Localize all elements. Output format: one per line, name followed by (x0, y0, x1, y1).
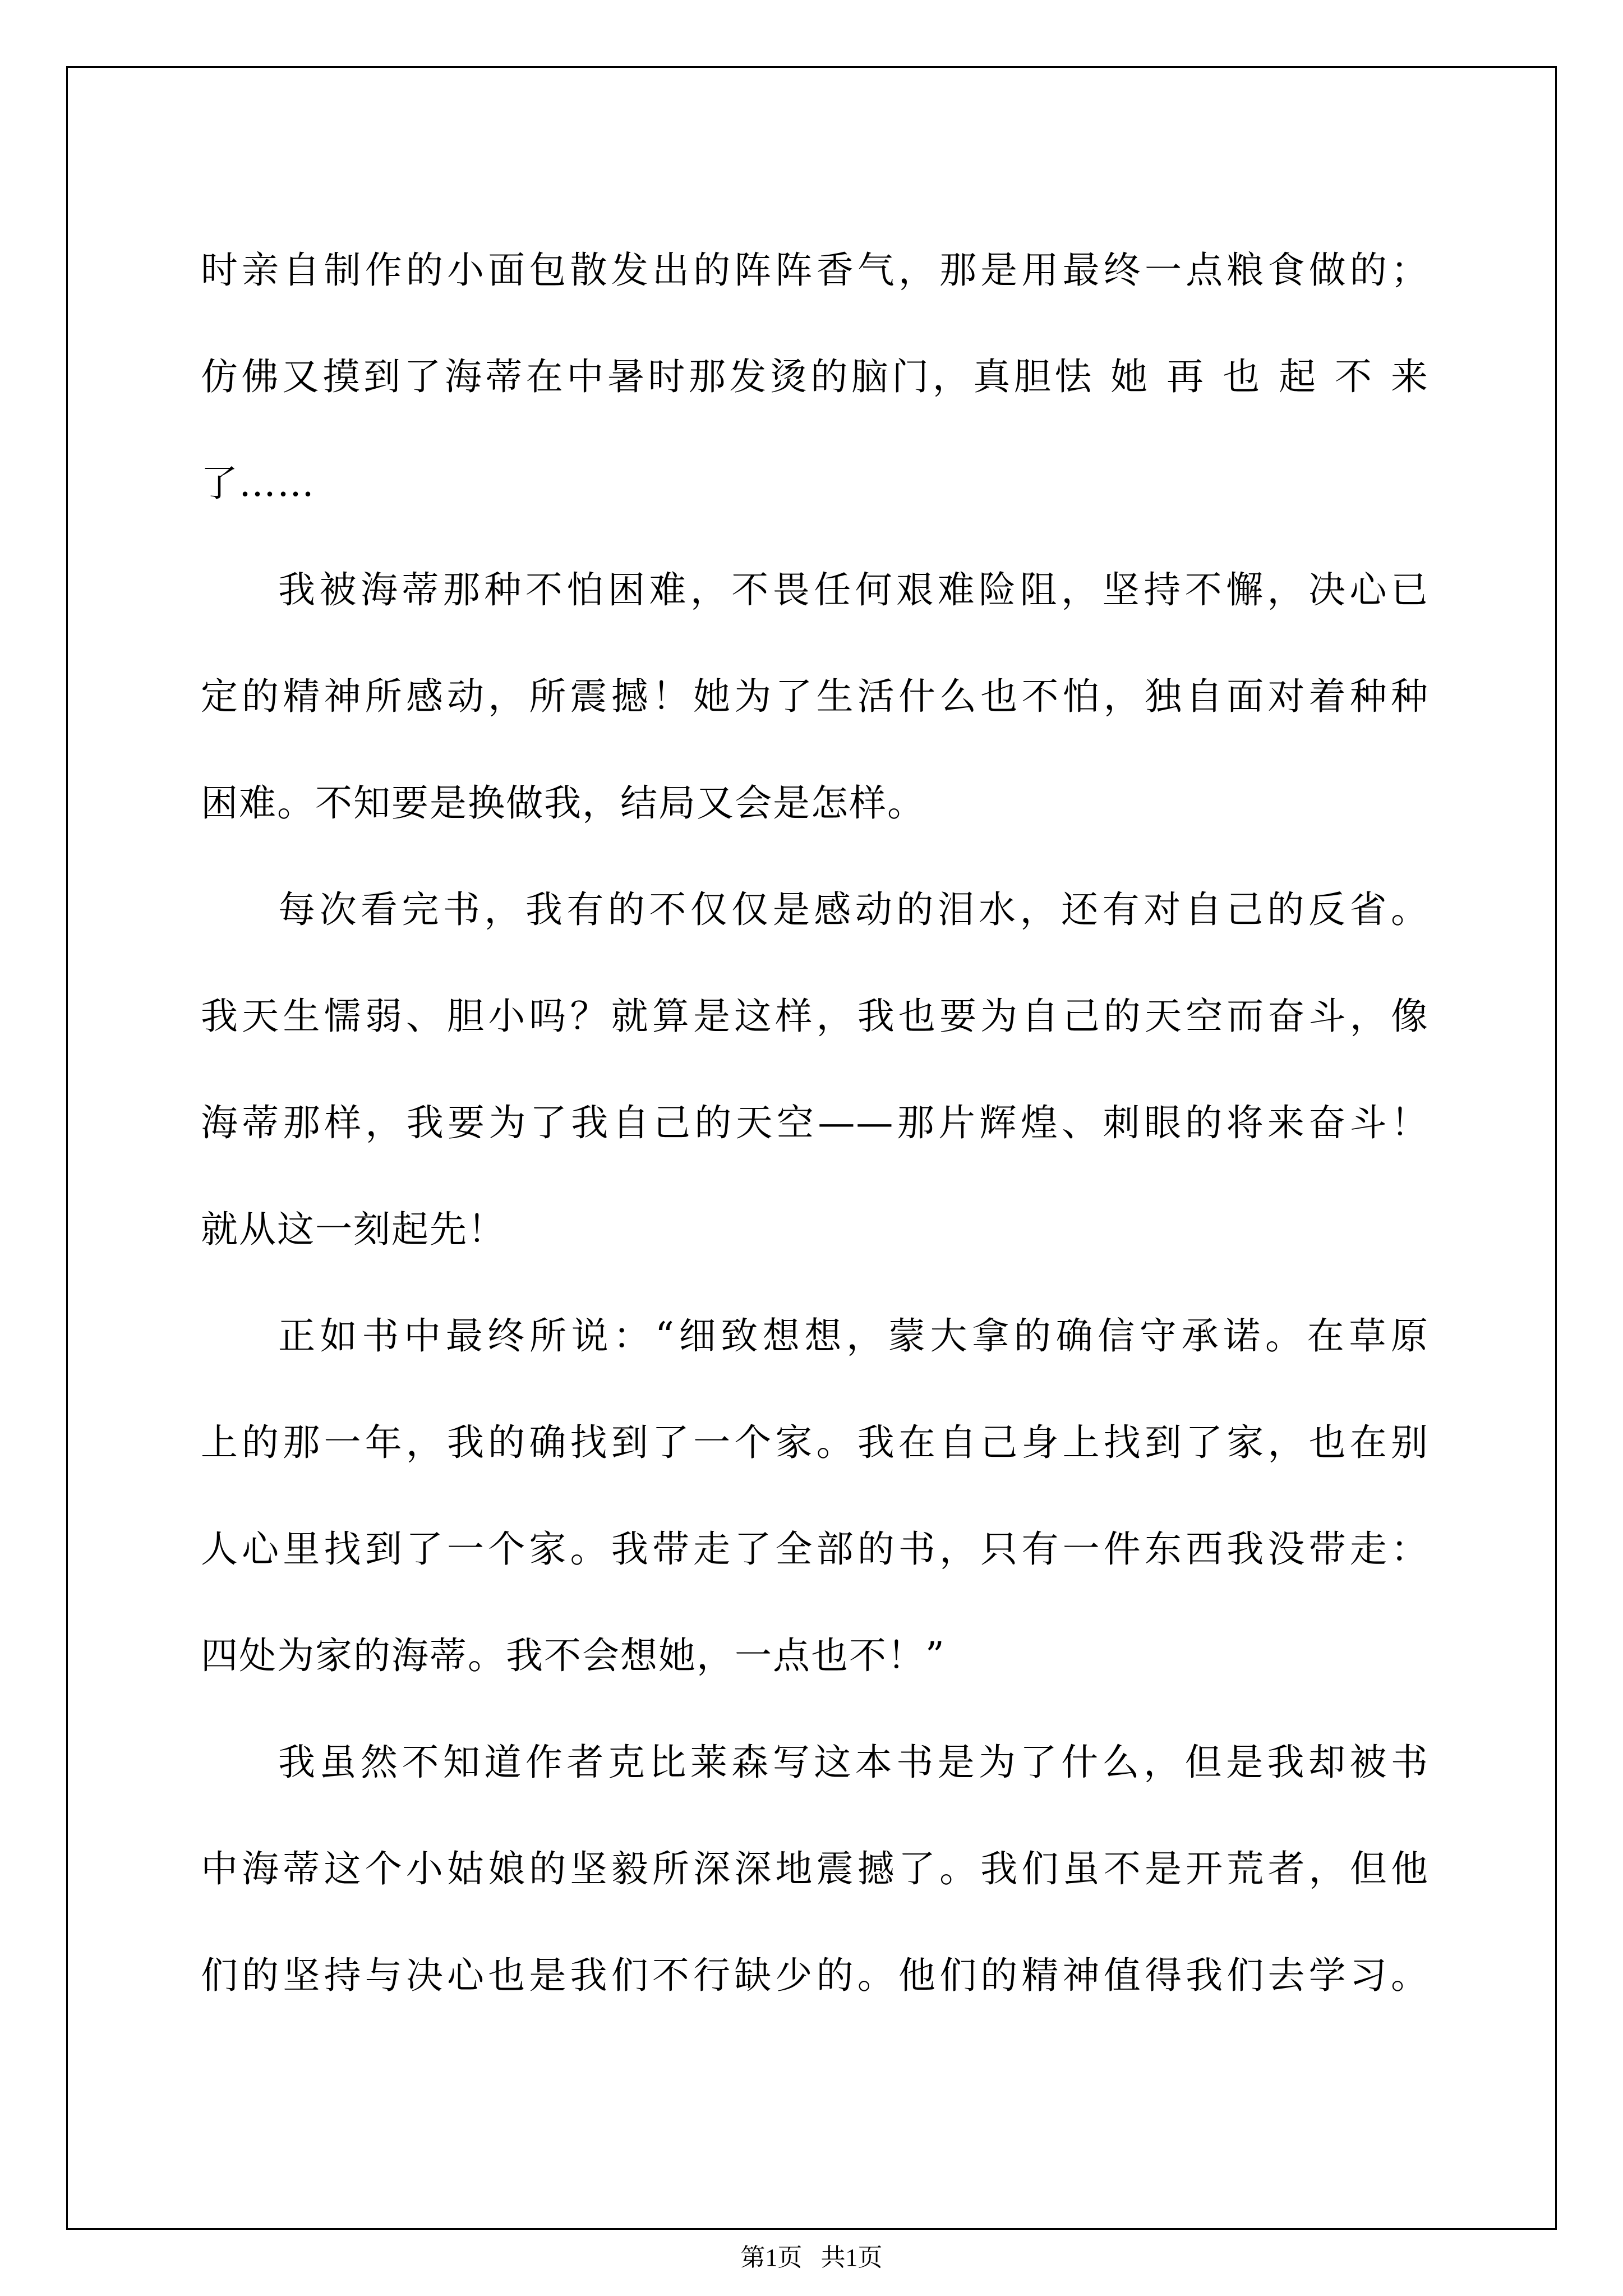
paragraph-first-line: 正如书中最终所说：“细致想想，蒙大拿的确信守承诺。在草原 (278, 1314, 1429, 1358)
body-line: 人心里找到了一个家。我带走了全部的书，只有一件东西我没带走： (201, 1527, 1429, 1571)
page-number-footer: 第1页 共1页 (740, 2244, 883, 2271)
paragraph-first-line: 每次看完书，我有的不仅仅是感动的泪水，还有对自己的反省。 (278, 888, 1429, 931)
body-line: 时亲自制作的小面包散发出的阵阵香气，那是用最终一点粮食做的； (201, 249, 1429, 292)
body-line: 我天生懦弱、胆小吗？就算是这样，我也要为自己的天空而奋斗，像 (201, 995, 1429, 1038)
document-body (201, 217, 1429, 2029)
body-line: 海蒂那样，我要为了我自己的天空——那片辉煌、刺眼的将来奋斗！ (201, 1101, 1429, 1144)
body-line: 困难。不知要是换做我，结局又会是怎样。 (201, 781, 925, 825)
paragraph-first-line: 我被海蒂那种不怕困难，不畏任何艰难险阻，坚持不懈，决心已 (278, 568, 1429, 611)
body-line: 们的坚持与决心也是我们不行缺少的。他们的精神值得我们去学习。 (201, 1954, 1429, 1997)
body-line: 中海蒂这个小姑娘的坚毅所深深地震撼了。我们虽不是开荒者，但他 (201, 1847, 1429, 1890)
body-line: 仿佛又摸到了海蒂在中暑时那发烫的脑门，真胆怯 她 再 也 起 不 来 (201, 355, 1429, 398)
paragraph-first-line: 我虽然不知道作者克比莱森写这本书是为了什么，但是我却被书 (278, 1741, 1429, 1784)
body-line: 上的那一年，我的确找到了一个家。我在自己身上找到了家，也在别 (201, 1421, 1429, 1464)
body-line: 定的精神所感动，所震撼！她为了生活什么也不怕，独自面对着种种 (201, 675, 1429, 718)
body-line: 四处为家的海蒂。我不会想她，一点也不！” (201, 1634, 946, 1677)
body-line: 就从这一刻起先！ (201, 1208, 506, 1251)
body-line: 了…… (201, 462, 315, 505)
